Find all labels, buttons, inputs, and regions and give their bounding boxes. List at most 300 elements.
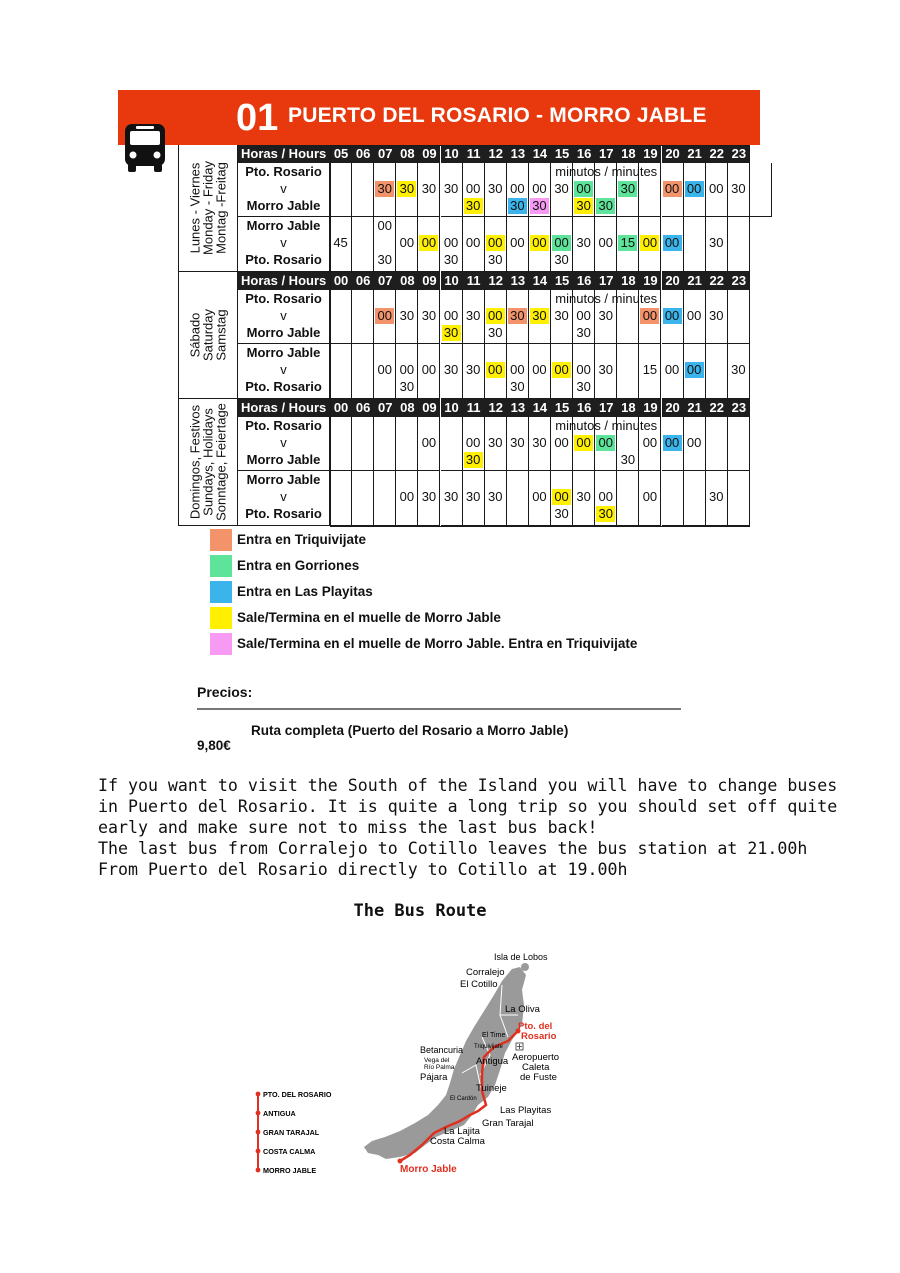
minutes-label: minutos / minutes (555, 291, 658, 306)
hour-header-cell: 06 (352, 145, 374, 163)
stop-name: v (280, 308, 287, 323)
day-label-line: Samstag (213, 309, 229, 361)
hour-header-cell: 00 (330, 272, 352, 290)
time-cell (728, 217, 750, 272)
time-cell (507, 217, 529, 272)
time-cell (551, 217, 573, 272)
legend-label: Sale/Termina en el muelle de Morro Jable. Entra en Triquivijate (237, 636, 638, 651)
departure-minute: 00 (421, 362, 437, 377)
hour-header-cell: 12 (485, 399, 507, 417)
departure-minute: 30 (596, 506, 615, 522)
departure-minute: 30 (488, 252, 503, 267)
departure-minute: 30 (421, 489, 437, 504)
time-cell (374, 163, 396, 217)
time-cell (529, 217, 551, 272)
time-cell (352, 344, 374, 399)
departure-minute: 30 (576, 235, 591, 250)
map-label-el-cotillo: El Cotillo (460, 979, 498, 990)
legend-label: Entra en Triquivijate (237, 532, 367, 547)
time-cell (529, 471, 551, 526)
hour-header-cell: 16 (573, 399, 595, 417)
departure-minute: 30 (443, 489, 459, 504)
hour-header-cell: 10 (441, 145, 463, 163)
day-label-text (189, 161, 228, 255)
departure-minute: 30 (576, 379, 591, 394)
hour-header-cell: 14 (529, 145, 551, 163)
departure-minute: 00 (663, 435, 682, 451)
time-cell (418, 344, 440, 399)
route-stop-label: PTO. DEL ROSARIO (263, 1090, 332, 1099)
departure-minute: 00 (375, 308, 394, 324)
bus-icon (122, 122, 168, 174)
hour-header-cell: 23 (728, 145, 750, 163)
departure-minute: 30 (598, 362, 613, 377)
time-cell (639, 217, 661, 272)
hour-header-cell: 15 (551, 272, 573, 290)
time-cell (396, 217, 418, 272)
departure-minute: 30 (464, 452, 483, 468)
time-cell (485, 471, 507, 526)
departure-minute: 00 (576, 308, 591, 323)
departure-minute: 00 (552, 235, 571, 251)
hour-header-cell: 17 (595, 399, 617, 417)
route-title: PUERTO DEL ROSARIO - MORRO JABLE (288, 104, 707, 127)
departure-minute: 30 (530, 308, 549, 324)
time-cell (463, 217, 485, 272)
departure-minute: 30 (554, 181, 569, 196)
stop-name: Pto. Rosario (245, 164, 322, 179)
departure-minute: 00 (598, 235, 613, 250)
time-cell (662, 344, 684, 399)
time-cell (617, 471, 639, 526)
departure-minute: 30 (554, 252, 569, 267)
departure-minute: 00 (532, 181, 547, 196)
hour-header-cell: 11 (463, 399, 485, 417)
map-label-rio-palma: Río Palma (424, 1064, 455, 1071)
time-cell (330, 417, 352, 471)
hours-header-label: Horas / Hours (238, 145, 330, 163)
day-label-line: Montag -Freitag (213, 162, 229, 254)
legend-swatch (210, 633, 232, 655)
departure-minute: 30 (530, 198, 549, 214)
isla-de-lobos-shape (521, 963, 529, 971)
departure-minute: 30 (574, 198, 593, 214)
departure-minute: 30 (465, 308, 481, 323)
departure-minute: 30 (443, 252, 459, 267)
departure-minute: 00 (552, 362, 571, 378)
time-cell (750, 163, 772, 217)
departure-minute: 00 (486, 308, 505, 324)
hour-header-cell: 21 (684, 272, 706, 290)
map-label-betancuria: Betancuria (420, 1045, 464, 1055)
time-cell (374, 344, 396, 399)
hour-header-cell: 05 (330, 145, 352, 163)
day-label-text (189, 403, 228, 521)
departure-minute: 30 (443, 181, 459, 196)
departure-minute: 30 (510, 379, 525, 394)
departure-minute: 45 (333, 235, 348, 250)
map-label-pajara: Pájara (420, 1072, 448, 1083)
hour-header-cell: 09 (418, 145, 440, 163)
time-cell (551, 471, 573, 526)
stop-name: Pto. Rosario (245, 418, 322, 433)
hour-header-cell: 09 (418, 272, 440, 290)
stop-name: v (280, 181, 287, 196)
legend-swatch (210, 555, 232, 577)
time-cell (330, 217, 352, 272)
time-cell (595, 344, 617, 399)
legend-label: Sale/Termina en el muelle de Morro Jable (237, 610, 501, 625)
time-cell (595, 471, 617, 526)
time-cell (551, 344, 573, 399)
departure-minute: 00 (377, 218, 392, 233)
departure-minute: 00 (664, 362, 680, 377)
time-cell (573, 471, 595, 526)
departure-minute: 30 (554, 506, 569, 521)
departure-minute: 30 (421, 308, 437, 323)
departure-minute: 00 (486, 235, 505, 251)
departure-minute: 30 (397, 181, 416, 197)
departure-minute: 30 (399, 379, 415, 394)
time-cell (706, 344, 728, 399)
departure-minute: 30 (598, 308, 613, 323)
time-cell (352, 417, 374, 471)
stop-names (238, 417, 330, 471)
legend-label: Entra en Gorriones (237, 558, 360, 573)
stop-name: Morro Jable (246, 218, 321, 233)
departure-minute: 30 (508, 198, 527, 214)
time-cell (573, 344, 595, 399)
timetable (178, 145, 760, 527)
time-cell (441, 417, 463, 471)
route-stop-label: GRAN TARAJAL (263, 1128, 320, 1137)
stop-name: Morro Jable (246, 325, 321, 340)
time-cell (418, 217, 440, 272)
departure-minute: 00 (530, 235, 549, 251)
day-label-line: Saturday (200, 308, 216, 362)
time-cell (463, 344, 485, 399)
hour-header-cell: 13 (507, 145, 529, 163)
time-cell (396, 163, 418, 217)
minutes-label: minutos / minutes (555, 418, 658, 433)
departure-minute: 00 (443, 308, 459, 323)
departure-minute: 30 (618, 181, 637, 197)
hour-header-cell: 20 (662, 272, 684, 290)
info-line: early and make sure not to miss the last bus back! (98, 818, 598, 837)
hour-header-cell: 09 (418, 399, 440, 417)
time-cell (463, 471, 485, 526)
departure-minute: 30 (377, 252, 392, 267)
departure-minute: 30 (421, 181, 437, 196)
map-label-rosario: Rosario (521, 1031, 557, 1042)
departure-minute: 00 (399, 489, 415, 504)
stop-name: v (280, 435, 287, 450)
map-label-tuineje: Tuineje (476, 1083, 507, 1094)
map-label-antigua: Antigua (476, 1056, 509, 1067)
departure-minute: 30 (442, 325, 461, 341)
departure-minute: 00 (510, 235, 525, 250)
hour-header-cell: 00 (330, 399, 352, 417)
departure-minute: 00 (574, 435, 593, 451)
map-label-el-time: El Time (482, 1032, 506, 1039)
stop-name: Morro Jable (246, 472, 321, 487)
time-cell (485, 344, 507, 399)
departure-minute: 15 (618, 235, 637, 251)
hours-header-label: Horas / Hours (238, 272, 330, 290)
departure-minute: 00 (642, 435, 658, 450)
hour-header-cell: 18 (617, 272, 639, 290)
time-cell (684, 217, 706, 272)
day-label-line: Domingos, Festivos (187, 404, 203, 520)
minutes-label: minutos / minutes (555, 164, 658, 179)
departure-minute: 00 (510, 181, 525, 196)
time-cell (418, 471, 440, 526)
time-cell (374, 217, 396, 272)
departure-minute: 30 (488, 181, 503, 196)
map-label-aeropuerto: Aeropuerto (512, 1052, 560, 1063)
time-cell (617, 217, 639, 272)
departure-minute: 00 (640, 235, 659, 251)
time-cell (662, 217, 684, 272)
info-line: If you want to visit the South of the Island you will have to change buses (98, 776, 838, 795)
departure-minute: 30 (709, 235, 724, 250)
time-cell (418, 290, 440, 344)
departure-minute: 00 (399, 362, 415, 377)
departure-minute: 30 (576, 325, 591, 340)
departure-minute: 00 (552, 489, 571, 505)
hour-header-cell: 19 (639, 399, 661, 417)
departure-minute: 00 (510, 362, 525, 377)
hour-header-cell: 12 (485, 145, 507, 163)
departure-minute: 00 (663, 181, 682, 197)
time-cell (396, 290, 418, 344)
departure-minute: 00 (685, 362, 704, 378)
stop-name: v (280, 489, 287, 504)
bus-route-map (250, 945, 610, 1185)
hour-header-cell: 08 (396, 399, 418, 417)
departure-minute: 00 (640, 308, 659, 324)
map-label-la-lajita: La Lajita (444, 1126, 480, 1137)
departure-minute: 30 (488, 435, 503, 450)
hour-header-cell: 13 (507, 272, 529, 290)
time-cell (352, 290, 374, 344)
stop-name: v (280, 235, 287, 250)
departure-minute: 00 (532, 489, 547, 504)
departure-minute: 00 (686, 435, 702, 450)
map-label-gran-tarajal: Gran Tarajal (482, 1118, 534, 1129)
hour-header-cell: 16 (573, 145, 595, 163)
departure-minute: 00 (377, 362, 392, 377)
time-cell (573, 217, 595, 272)
stop-names (238, 290, 330, 344)
legend-swatch (210, 581, 232, 603)
departure-minute: 00 (465, 235, 481, 250)
departure-minute: 00 (642, 489, 658, 504)
hour-header-cell: 10 (441, 399, 463, 417)
time-cell (529, 344, 551, 399)
route-stop-dot (256, 1149, 261, 1154)
time-cell (374, 290, 396, 344)
route-stop-label: COSTA CALMA (263, 1147, 316, 1156)
time-cell (595, 217, 617, 272)
time-cell (639, 471, 661, 526)
map-label-las-playitas: Las Playitas (500, 1105, 552, 1116)
time-cell (418, 417, 440, 471)
map-label-caleta: Caleta (522, 1062, 550, 1073)
hour-header-cell: 23 (728, 399, 750, 417)
time-cell (352, 471, 374, 526)
hour-header-cell: 07 (374, 399, 396, 417)
departure-minute: 30 (554, 308, 569, 323)
day-label-line: Monday - Friday (200, 161, 216, 255)
stop-names (238, 163, 330, 217)
hour-header-cell: 18 (617, 399, 639, 417)
route-number: 01 (236, 97, 279, 139)
departure-minute: 30 (620, 452, 636, 467)
time-cell (662, 471, 684, 526)
time-cell (617, 344, 639, 399)
hour-header-cell: 22 (706, 272, 728, 290)
departure-minute: 30 (532, 435, 547, 450)
hour-header-cell: 22 (706, 399, 728, 417)
map-label-corralejo: Corralejo (466, 967, 505, 978)
departure-minute: 30 (709, 489, 724, 504)
time-cell (441, 163, 463, 217)
time-cell (684, 344, 706, 399)
departure-minute: 30 (576, 489, 591, 504)
hour-header-cell: 22 (706, 145, 728, 163)
departure-minute: 00 (685, 181, 704, 197)
departure-minute: 00 (596, 435, 615, 451)
departure-minute: 00 (532, 362, 547, 377)
hour-header-cell: 18 (617, 145, 639, 163)
stop-names (238, 217, 330, 272)
time-cell (396, 344, 418, 399)
hour-header-cell: 23 (728, 272, 750, 290)
time-cell (507, 471, 529, 526)
departure-minute: 00 (421, 435, 437, 450)
info-line: From Puerto del Rosario directly to Cotillo at 19.00h (98, 860, 628, 879)
map-label-la-oliva: La Oliva (505, 1004, 540, 1015)
departure-minute: 00 (576, 362, 591, 377)
route-stop-dot (256, 1092, 261, 1097)
route-stop-label: ANTIGUA (263, 1109, 296, 1118)
departure-minute: 30 (465, 489, 481, 504)
day-label-line: Lunes - Viernes (187, 162, 203, 254)
time-cell (330, 163, 352, 217)
info-line: The last bus from Corralejo to Cotillo leaves the bus station at 21.00h (98, 839, 808, 858)
day-label-text (189, 309, 228, 361)
departure-minute: 00 (663, 235, 682, 251)
stop-name: Pto. Rosario (245, 379, 322, 394)
hour-header-cell: 11 (463, 272, 485, 290)
legend-label: Entra en Las Playitas (237, 584, 373, 599)
stop-names (238, 471, 330, 526)
time-cell (728, 344, 750, 399)
stop-name: Morro Jable (246, 345, 321, 360)
departure-minute: 00 (465, 435, 481, 450)
hour-header-cell: 21 (684, 145, 706, 163)
time-cell (441, 217, 463, 272)
departure-minute: 30 (399, 308, 415, 323)
time-cell (418, 163, 440, 217)
map-label-vega-del: Vega del (424, 1057, 450, 1064)
day-label-line: Sábado (187, 312, 203, 358)
map-label-triquivijate: Triquivijate (474, 1044, 503, 1050)
day-label-line: Sundays, Holidays (200, 408, 216, 516)
stop-name: Pto. Rosario (245, 291, 322, 306)
departure-minute: 00 (486, 362, 505, 378)
departure-minute: 00 (574, 181, 593, 197)
departure-minute: 00 (465, 181, 481, 196)
departure-minute: 30 (488, 489, 503, 504)
hour-header-cell: 16 (573, 272, 595, 290)
time-cell (507, 344, 529, 399)
time-cell (330, 344, 352, 399)
day-label-line: Sonntage, Feiertage (213, 403, 229, 521)
day-label (178, 399, 238, 526)
hour-header-cell: 14 (529, 399, 551, 417)
time-cell (330, 290, 352, 344)
route-stop-label: MORRO JABLE (263, 1166, 317, 1175)
prices-label: Precios: (197, 684, 253, 700)
hour-header-cell: 20 (662, 145, 684, 163)
legend-swatch (210, 529, 232, 551)
route-stop-dot (256, 1111, 261, 1116)
hour-header-cell: 13 (507, 399, 529, 417)
map-label-el-cardon: El Cardón (450, 1096, 477, 1102)
departure-minute: 30 (510, 435, 525, 450)
hour-header-cell: 07 (374, 272, 396, 290)
departure-minute: 30 (464, 198, 483, 214)
departure-minute: 30 (709, 308, 724, 323)
departure-minute: 30 (488, 325, 503, 340)
time-cell (441, 344, 463, 399)
time-cell (728, 471, 750, 526)
hour-header-cell: 17 (595, 272, 617, 290)
hour-header-cell: 07 (374, 145, 396, 163)
departure-minute: 00 (686, 308, 702, 323)
day-label (178, 272, 238, 399)
departure-minute: 30 (465, 362, 481, 377)
stop-name: Morro Jable (246, 452, 321, 467)
departure-minute: 30 (375, 181, 394, 197)
route-legend (256, 1090, 332, 1175)
departure-minute: 00 (598, 489, 613, 504)
legend-swatch (210, 607, 232, 629)
stop-name: Morro Jable (246, 198, 321, 213)
hour-header-cell: 11 (463, 145, 485, 163)
time-cell (684, 471, 706, 526)
hour-header-cell: 15 (551, 145, 573, 163)
route-stop-dot (256, 1130, 261, 1135)
time-cell (352, 217, 374, 272)
departure-minute: 00 (399, 235, 415, 250)
stop-name: v (280, 362, 287, 377)
time-cell (485, 217, 507, 272)
hour-header-cell: 14 (529, 272, 551, 290)
hour-header-cell: 17 (595, 145, 617, 163)
time-cell (706, 471, 728, 526)
hours-header-label: Horas / Hours (238, 399, 330, 417)
hour-header-cell: 08 (396, 272, 418, 290)
time-cell (396, 417, 418, 471)
day-label (178, 145, 238, 272)
time-cell (639, 344, 661, 399)
departure-minute: 00 (554, 435, 569, 450)
hour-header-cell: 20 (662, 399, 684, 417)
hour-header-cell: 19 (639, 272, 661, 290)
